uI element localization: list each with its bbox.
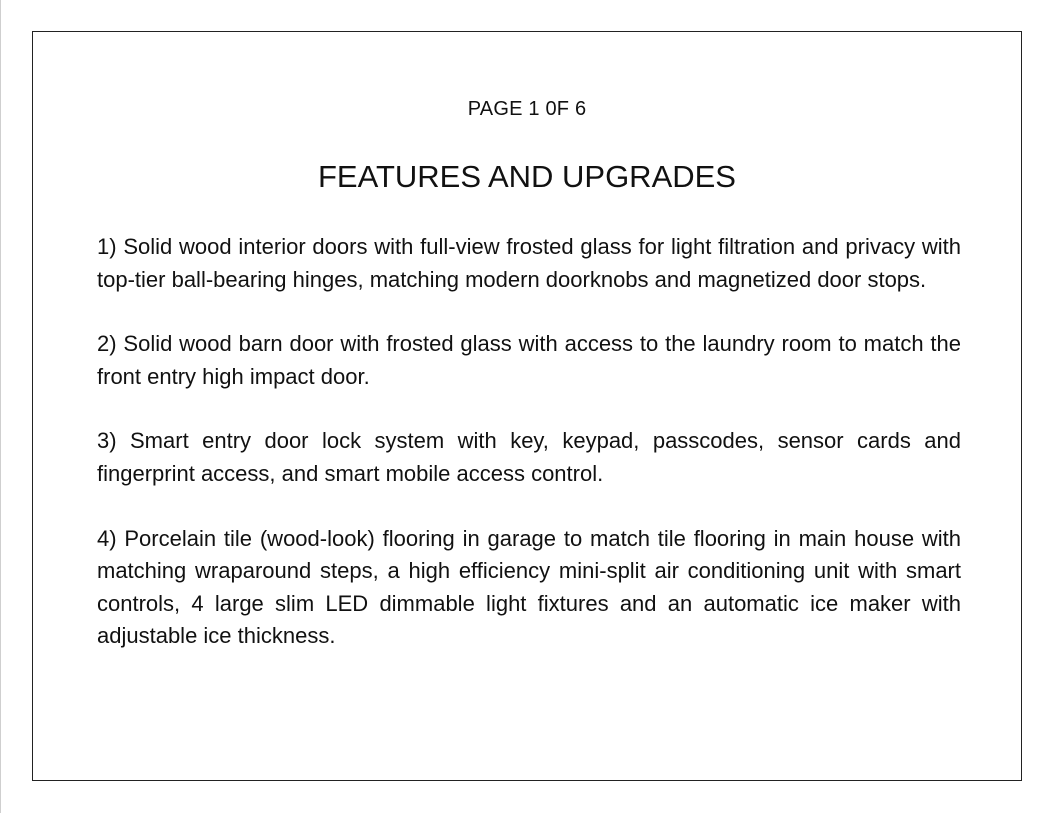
feature-item-4: 4) Porcelain tile (wood-look) flooring in garage to match tile flooring in main house with matching wraparound steps, a high efficiency mini-split air conditioning unit with smart controls, 4 large slim LED dimmable light fixtures and an automatic ice maker with adjustable ice thickness.	[97, 525, 961, 649]
feature-list	[97, 231, 961, 653]
feature-item-3: 3) Smart entry door lock system with key, keypad, passcodes, sensor cards and fingerprint access, and smart mobile access control.	[97, 428, 961, 486]
page-edge	[0, 0, 1, 813]
feature-item-1: 1) Solid wood interior doors with full-view frosted glass for light filtration and privacy with top-tier ball-bearing hinges, matching modern doorknobs and magnetized door stops.	[97, 234, 961, 292]
page-title: FEATURES AND UPGRADES	[317, 159, 736, 194]
page-counter: PAGE 1 0F 6	[467, 98, 587, 120]
feature-item-2: 2) Solid wood barn door with frosted glass with access to the laundry room to match the front entry high impact door.	[97, 331, 961, 389]
document-page	[32, 31, 1022, 781]
